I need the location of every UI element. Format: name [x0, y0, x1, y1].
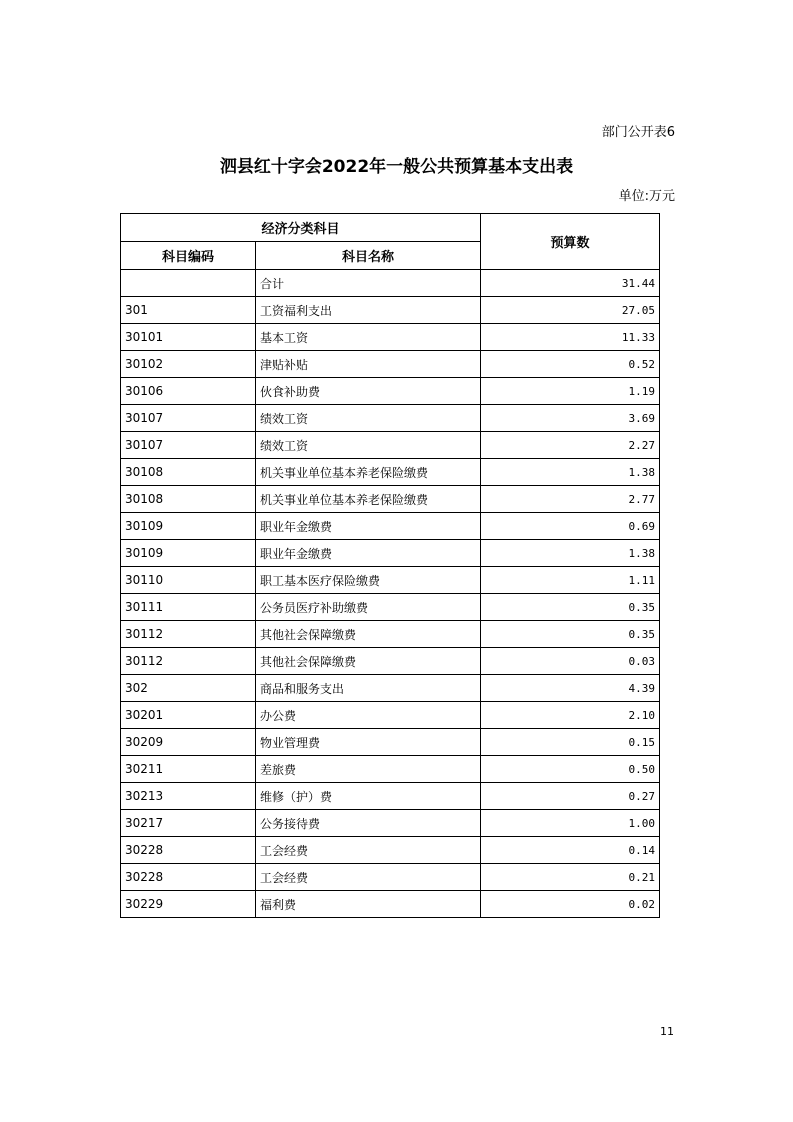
- row-name-cell: 津贴补贴: [256, 351, 481, 378]
- group-header: 经济分类科目: [121, 214, 481, 242]
- row-name-cell: 工会经费: [256, 837, 481, 864]
- row-code-cell: 30111: [121, 594, 256, 621]
- row-name-cell: 其他社会保障缴费: [256, 621, 481, 648]
- table-body: [121, 270, 660, 918]
- table-row: [121, 297, 660, 324]
- column-header-amount: 预算数: [481, 214, 660, 270]
- row-code-cell: 302: [121, 675, 256, 702]
- table-row: [121, 783, 660, 810]
- row-code-cell: 30213: [121, 783, 256, 810]
- column-header-code: 科目编码: [121, 242, 256, 270]
- table-row: [121, 405, 660, 432]
- row-code-cell: 30228: [121, 864, 256, 891]
- row-amount-cell: 2.10: [481, 702, 660, 729]
- row-name-cell: 公务员医疗补助缴费: [256, 594, 481, 621]
- row-amount-cell: 3.69: [481, 405, 660, 432]
- row-amount-cell: 1.11: [481, 567, 660, 594]
- row-name-cell: 职业年金缴费: [256, 540, 481, 567]
- table-row: [121, 513, 660, 540]
- row-code-cell: 30217: [121, 810, 256, 837]
- row-name-cell: 物业管理费: [256, 729, 481, 756]
- row-amount-cell: 11.33: [481, 324, 660, 351]
- row-amount-cell: 0.15: [481, 729, 660, 756]
- row-name-cell: 机关事业单位基本养老保险缴费: [256, 459, 481, 486]
- row-amount-cell: 0.69: [481, 513, 660, 540]
- row-name-cell: 伙食补助费: [256, 378, 481, 405]
- row-amount-cell: 1.38: [481, 459, 660, 486]
- table-number-label: 部门公开表6: [601, 125, 675, 140]
- row-amount-cell: 2.77: [481, 486, 660, 513]
- row-code-cell: [121, 270, 256, 297]
- table-row: [121, 378, 660, 405]
- row-amount-cell: 0.35: [481, 594, 660, 621]
- row-code-cell: 30211: [121, 756, 256, 783]
- table-row: [121, 540, 660, 567]
- table-row: [121, 621, 660, 648]
- row-code-cell: 30101: [121, 324, 256, 351]
- row-amount-cell: 0.03: [481, 648, 660, 675]
- row-amount-cell: 0.14: [481, 837, 660, 864]
- row-name-cell: 办公费: [256, 702, 481, 729]
- row-amount-cell: 0.35: [481, 621, 660, 648]
- row-amount-cell: 1.19: [481, 378, 660, 405]
- row-name-cell: 工资福利支出: [256, 297, 481, 324]
- table-row: [121, 837, 660, 864]
- table-row: [121, 270, 660, 297]
- row-code-cell: 30108: [121, 486, 256, 513]
- table-row: [121, 864, 660, 891]
- row-code-cell: 30106: [121, 378, 256, 405]
- page-title: 泗县红十字会2022年一般公共预算基本支出表: [219, 157, 574, 177]
- row-amount-cell: 27.05: [481, 297, 660, 324]
- row-code-cell: 30109: [121, 513, 256, 540]
- row-name-cell: 基本工资: [256, 324, 481, 351]
- row-name-cell: 其他社会保障缴费: [256, 648, 481, 675]
- table-row: [121, 756, 660, 783]
- row-code-cell: 30229: [121, 891, 256, 918]
- row-name-cell: 合计: [256, 270, 481, 297]
- row-name-cell: 职业年金缴费: [256, 513, 481, 540]
- row-amount-cell: 0.52: [481, 351, 660, 378]
- row-amount-cell: 0.27: [481, 783, 660, 810]
- table-row: [121, 675, 660, 702]
- table-row: [121, 810, 660, 837]
- row-code-cell: 30112: [121, 648, 256, 675]
- page-number: 11: [660, 1025, 674, 1038]
- table-row: [121, 729, 660, 756]
- table-row: [121, 324, 660, 351]
- row-name-cell: 商品和服务支出: [256, 675, 481, 702]
- row-amount-cell: 0.02: [481, 891, 660, 918]
- row-amount-cell: 0.50: [481, 756, 660, 783]
- table-row: [121, 486, 660, 513]
- row-name-cell: 福利费: [256, 891, 481, 918]
- table-row: [121, 351, 660, 378]
- row-code-cell: 30201: [121, 702, 256, 729]
- table-row: [121, 891, 660, 918]
- row-code-cell: 30107: [121, 432, 256, 459]
- row-code-cell: 30107: [121, 405, 256, 432]
- row-amount-cell: 2.27: [481, 432, 660, 459]
- table-row: [121, 459, 660, 486]
- row-name-cell: 工会经费: [256, 864, 481, 891]
- row-name-cell: 绩效工资: [256, 405, 481, 432]
- row-code-cell: 301: [121, 297, 256, 324]
- row-code-cell: 30228: [121, 837, 256, 864]
- table-row: [121, 567, 660, 594]
- row-amount-cell: 4.39: [481, 675, 660, 702]
- row-amount-cell: 31.44: [481, 270, 660, 297]
- table-row: [121, 432, 660, 459]
- table-row: [121, 648, 660, 675]
- row-code-cell: 30102: [121, 351, 256, 378]
- row-code-cell: 30209: [121, 729, 256, 756]
- row-code-cell: 30112: [121, 621, 256, 648]
- column-header-name: 科目名称: [256, 242, 481, 270]
- row-name-cell: 职工基本医疗保险缴费: [256, 567, 481, 594]
- row-code-cell: 30108: [121, 459, 256, 486]
- row-code-cell: 30110: [121, 567, 256, 594]
- row-code-cell: 30109: [121, 540, 256, 567]
- table-row: [121, 702, 660, 729]
- row-name-cell: 绩效工资: [256, 432, 481, 459]
- unit-label: 单位:万元: [618, 189, 675, 204]
- row-amount-cell: 1.00: [481, 810, 660, 837]
- row-name-cell: 公务接待费: [256, 810, 481, 837]
- row-amount-cell: 0.21: [481, 864, 660, 891]
- row-amount-cell: 1.38: [481, 540, 660, 567]
- budget-table: [120, 213, 660, 918]
- row-name-cell: 机关事业单位基本养老保险缴费: [256, 486, 481, 513]
- row-name-cell: 差旅费: [256, 756, 481, 783]
- table-row: [121, 594, 660, 621]
- row-name-cell: 维修（护）费: [256, 783, 481, 810]
